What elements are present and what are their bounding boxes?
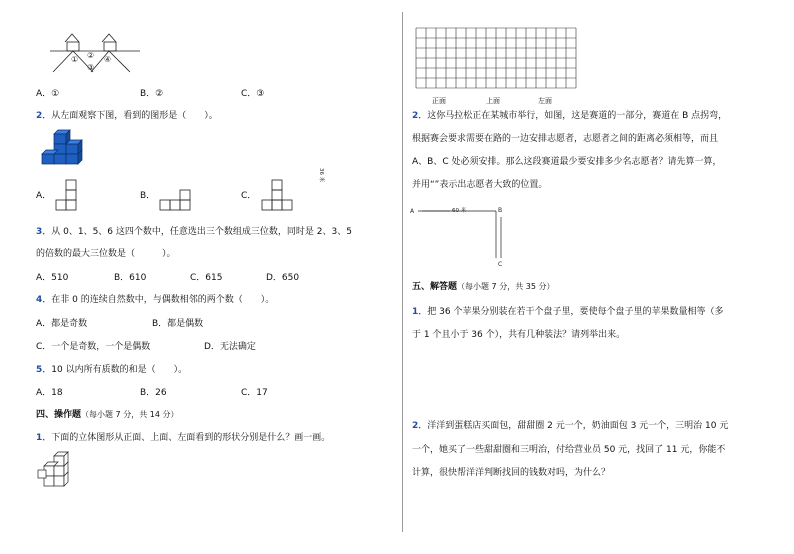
track-length-bc: 36 米 xyxy=(318,168,324,183)
section4-title: 四、操作题 xyxy=(36,410,82,420)
q1-house-figure xyxy=(45,30,155,80)
q2-option-c: C． xyxy=(241,191,257,201)
s5q2-line1: 洋洋到蛋糕店买面包，甜甜圈 2 元一个，奶油面包 3 元一个，三明治 10 元 xyxy=(427,421,729,431)
s5q2-line3: 计算，很快帮洋洋判断找回的钱数对吗，为什么？ xyxy=(412,468,611,478)
q4-option-d: D．无法确定 xyxy=(204,342,256,352)
q5-number: 5． xyxy=(36,365,52,375)
q3-option-c: C．615 xyxy=(190,273,223,283)
q3-option-d: D．650 xyxy=(266,273,300,283)
q1-option-c: C．③ xyxy=(241,89,265,99)
fig1-label-4: ④ xyxy=(104,55,112,64)
q5-option-b: B．26 xyxy=(140,388,167,398)
fig1-label-2: ② xyxy=(87,51,95,60)
fig1-label-3: ③ xyxy=(87,63,95,72)
s5q1-line2: 于 1 个且小于 36 个），共有几种装法？请列举出来。 xyxy=(412,330,626,340)
s5q1-line1: 把 36 个苹果分别装在若干个盘子里，要使每个盘子里的苹果数量相等（多 xyxy=(427,307,724,317)
q5-text: 10 以内所有质数的和是（ ）。 xyxy=(51,365,188,375)
rq2-stem xyxy=(412,110,727,122)
q3-stem xyxy=(36,226,352,238)
track-point-b: B xyxy=(498,207,503,214)
q5-option-c: C．17 xyxy=(241,388,268,398)
q3-line1: 从 0、1、5、6 这四个数中，任意选出三个数组成三位数，同时是 2、3、5 xyxy=(51,227,352,237)
q4-stem xyxy=(36,294,274,306)
q1-option-a: A．① xyxy=(36,89,60,99)
grid-label-left: 左面 xyxy=(538,97,552,105)
section4-note: （每小题 7 分，共 14 分） xyxy=(81,410,179,419)
column-divider xyxy=(402,12,403,532)
track-length-ab: 60 米 xyxy=(452,208,467,214)
q4-option-c: C．一个是奇数，一个是偶数 xyxy=(36,342,151,352)
rq2-line3: A、B、C 处必须安排。那么这段赛道最少要安排多少名志愿者？请先算一算， xyxy=(412,157,722,167)
s4q1-cube-figure xyxy=(34,450,94,490)
drawing-grid xyxy=(416,28,576,94)
s4q1-stem xyxy=(36,432,330,444)
q1-option-b: B．② xyxy=(140,89,164,99)
fig1-label-1: ① xyxy=(71,55,79,64)
section5-heading xyxy=(412,281,554,293)
rq2-line4: 并用“”表示出志愿者大致的位置。 xyxy=(412,180,548,190)
q2-option-c-figure xyxy=(262,178,302,213)
q2-option-b: B． xyxy=(140,191,156,201)
q2-option-b-figure xyxy=(160,178,200,213)
s5q2-number: 2． xyxy=(412,421,428,431)
track-point-c: C xyxy=(498,261,503,268)
q5-stem xyxy=(36,364,187,376)
grid-label-top: 上面 xyxy=(486,97,500,105)
s5q2-line2: 一个，她买了一些甜甜圈和三明治，付给营业员 50 元，找回了 11 元，你能不 xyxy=(412,445,726,455)
rq2-line1: 这你马拉松正在某城市举行，如图，这是赛道的一部分，赛道在 B 点拐弯， xyxy=(427,111,728,121)
q5-option-a: A．18 xyxy=(36,388,63,398)
q2-option-a: A． xyxy=(36,191,52,201)
q4-option-b: B．都是偶数 xyxy=(152,319,204,329)
track-point-a: A xyxy=(410,208,415,215)
q2-option-a-figure xyxy=(56,178,86,213)
section5-note: （每小题 7 分，共 35 分） xyxy=(457,282,555,291)
q3-option-b: B．610 xyxy=(114,273,147,283)
q2-stem xyxy=(36,110,218,122)
q4-text: 在非 0 的连续自然数中，与偶数相邻的两个数（ ）。 xyxy=(51,295,275,305)
section5-title: 五、解答题 xyxy=(412,282,458,292)
s5q1-number: 1． xyxy=(412,307,428,317)
grid-label-front: 正面 xyxy=(432,97,446,105)
section4-heading xyxy=(36,409,178,421)
q4-number: 4． xyxy=(36,295,52,305)
q3-option-a: A．510 xyxy=(36,273,69,283)
q4-option-a: A．都是奇数 xyxy=(36,319,88,329)
rq2-number: 2． xyxy=(412,111,428,121)
rq2-line2: 根据赛会要求需要在路的一边安排志愿者，志愿者之间的距离必须相等，而且 xyxy=(412,134,719,144)
q3-line2: 的倍数的最大三位数是（ ）。 xyxy=(36,249,176,259)
q2-number: 2． xyxy=(36,111,52,121)
q3-number: 3． xyxy=(36,227,52,237)
s5q1-stem xyxy=(412,306,723,318)
s4q1-text: 下面的立体图形从正面、上面、左面看到的形状分别是什么？画一画。 xyxy=(51,433,331,443)
s4q1-number: 1． xyxy=(36,433,52,443)
q2-cube-figure xyxy=(40,128,100,173)
s5q2-stem xyxy=(412,420,728,432)
q2-text: 从左面观察下图，看到的图形是（ ）。 xyxy=(51,111,218,121)
